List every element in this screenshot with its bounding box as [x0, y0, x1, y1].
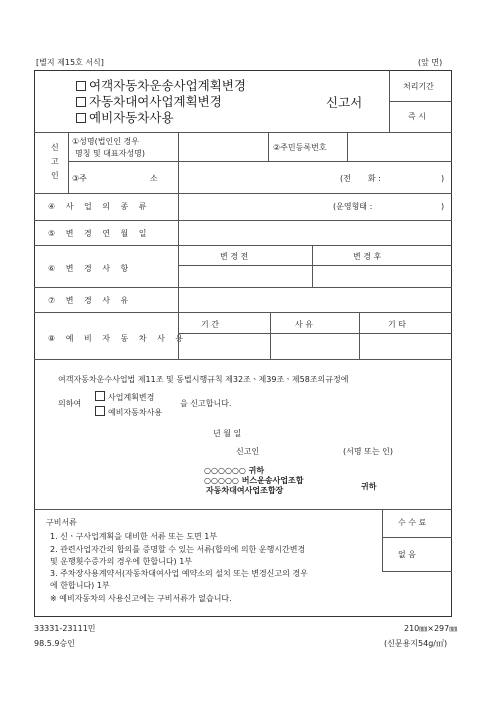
change-date-label: ⑤ 변 경 연 월 일	[48, 229, 151, 238]
applicant-label-3: 인	[51, 171, 59, 180]
document-item-3: 3. 주차장사용계약서(자동차대여사업 예약소의 설치 또는 변경신고의 경우	[50, 569, 308, 578]
document-item-2: 2. 관련사업자간의 합의를 증명할 수 있는 서류(합의에 의한 운행시간변경	[50, 545, 306, 554]
operation-type-label: (운영형태 :	[333, 202, 373, 211]
phone-close: )	[441, 174, 445, 183]
declaration-option-2[interactable]: 예비자동차사용	[95, 406, 162, 417]
checkbox-icon[interactable]	[95, 406, 105, 416]
declaration-prefix: 의하여	[58, 399, 82, 408]
processing-period-value: 즉 시	[408, 112, 426, 121]
form-title-suffix: 신고서	[326, 95, 363, 110]
fee-label: 수 수 료	[398, 518, 427, 527]
document-item-3b: 에 한합니다) 1부	[50, 581, 110, 590]
form-number: [별지 제15호 서식]	[36, 58, 104, 67]
applicant-sign-label: 신고인	[236, 447, 260, 456]
reg-no-label: ②주민등록번호	[273, 143, 327, 152]
declaration-line-1: 여객자동차운수사업법 제11조 및 동법시행규칙 제32조ㆍ제39조ㆍ제58조의규정에	[58, 375, 349, 384]
footer-paper: (신문용지54g/㎡)	[384, 639, 448, 648]
documents-title: 구비서류	[46, 518, 77, 527]
signature-label: (서명 또는 인)	[343, 447, 393, 456]
applicant-label-1: 신	[51, 143, 59, 152]
fee-value: 없 음	[398, 550, 416, 559]
address-label-2: 소	[150, 174, 158, 183]
recipient-3: 자동차대여사업조합장	[206, 486, 284, 495]
document-note: ※ 예비자동차의 사용신고에는 구비서류가 없습니다.	[50, 594, 232, 603]
spare-period-label: 기 간	[201, 320, 219, 329]
change-before-label: 변 경 전	[220, 252, 249, 261]
checkbox-icon[interactable]	[95, 391, 105, 401]
processing-period-label: 처리기간	[403, 82, 434, 91]
applicant-label-2: 고	[51, 157, 59, 166]
recipient-suffix: 귀하	[361, 482, 377, 491]
checkbox-icon[interactable]	[76, 97, 86, 107]
change-items-label: ⑥ 변 경 사 항	[48, 264, 133, 273]
phone-label: (전	[340, 174, 351, 183]
recipient-2: ○○○○○ 버스운송사업조합	[204, 476, 304, 485]
document-item-1: 1. 신ㆍ구사업계획을 대비한 서류 또는 도면 1부	[50, 532, 218, 541]
declaration-suffix: 을 신고합니다.	[180, 399, 232, 408]
footer-code: 33331-23111민	[34, 624, 96, 633]
spare-other-label: 기 타	[388, 320, 406, 329]
phone-label-2: 화 :	[368, 174, 381, 183]
document-item-2b: 및 운행횟수증가의 경우에 한합니다) 1부	[50, 557, 193, 566]
title-option-3[interactable]: 예비자동차사용	[76, 111, 174, 125]
spare-reason-label: 사 유	[295, 320, 313, 329]
checkbox-icon[interactable]	[76, 81, 86, 91]
page-side: (앞 면)	[418, 58, 443, 67]
footer-size: 210㎜×297㎜	[404, 624, 458, 633]
title-option-2[interactable]: 자동차대여사업계획변경	[76, 95, 222, 109]
footer-approved: 98.5.9승인	[34, 639, 75, 648]
name-label-sub: 명칭 및 대표자성명)	[75, 149, 146, 158]
address-label: ③주	[72, 174, 87, 183]
title-option-1[interactable]: 여객자동차운송사업계획변경	[76, 79, 246, 93]
declaration-date: 년 월 일	[213, 429, 242, 438]
change-after-label: 변 경 후	[353, 252, 382, 261]
spare-vehicle-label: ⑧ 예 비 자 동 차 사 용	[48, 334, 188, 343]
change-reason-label: ⑦ 변 경 사 유	[48, 296, 133, 305]
checkbox-icon[interactable]	[76, 113, 86, 123]
business-type-label: ④ 사 업 의 종 류	[48, 202, 151, 211]
declaration-option-1[interactable]: 사업계획변경	[95, 391, 154, 402]
name-label: ①성명(법인인 경우	[72, 137, 139, 146]
recipient-1: ○○○○○○ 귀하	[204, 466, 265, 475]
operation-type-close: )	[441, 202, 445, 211]
